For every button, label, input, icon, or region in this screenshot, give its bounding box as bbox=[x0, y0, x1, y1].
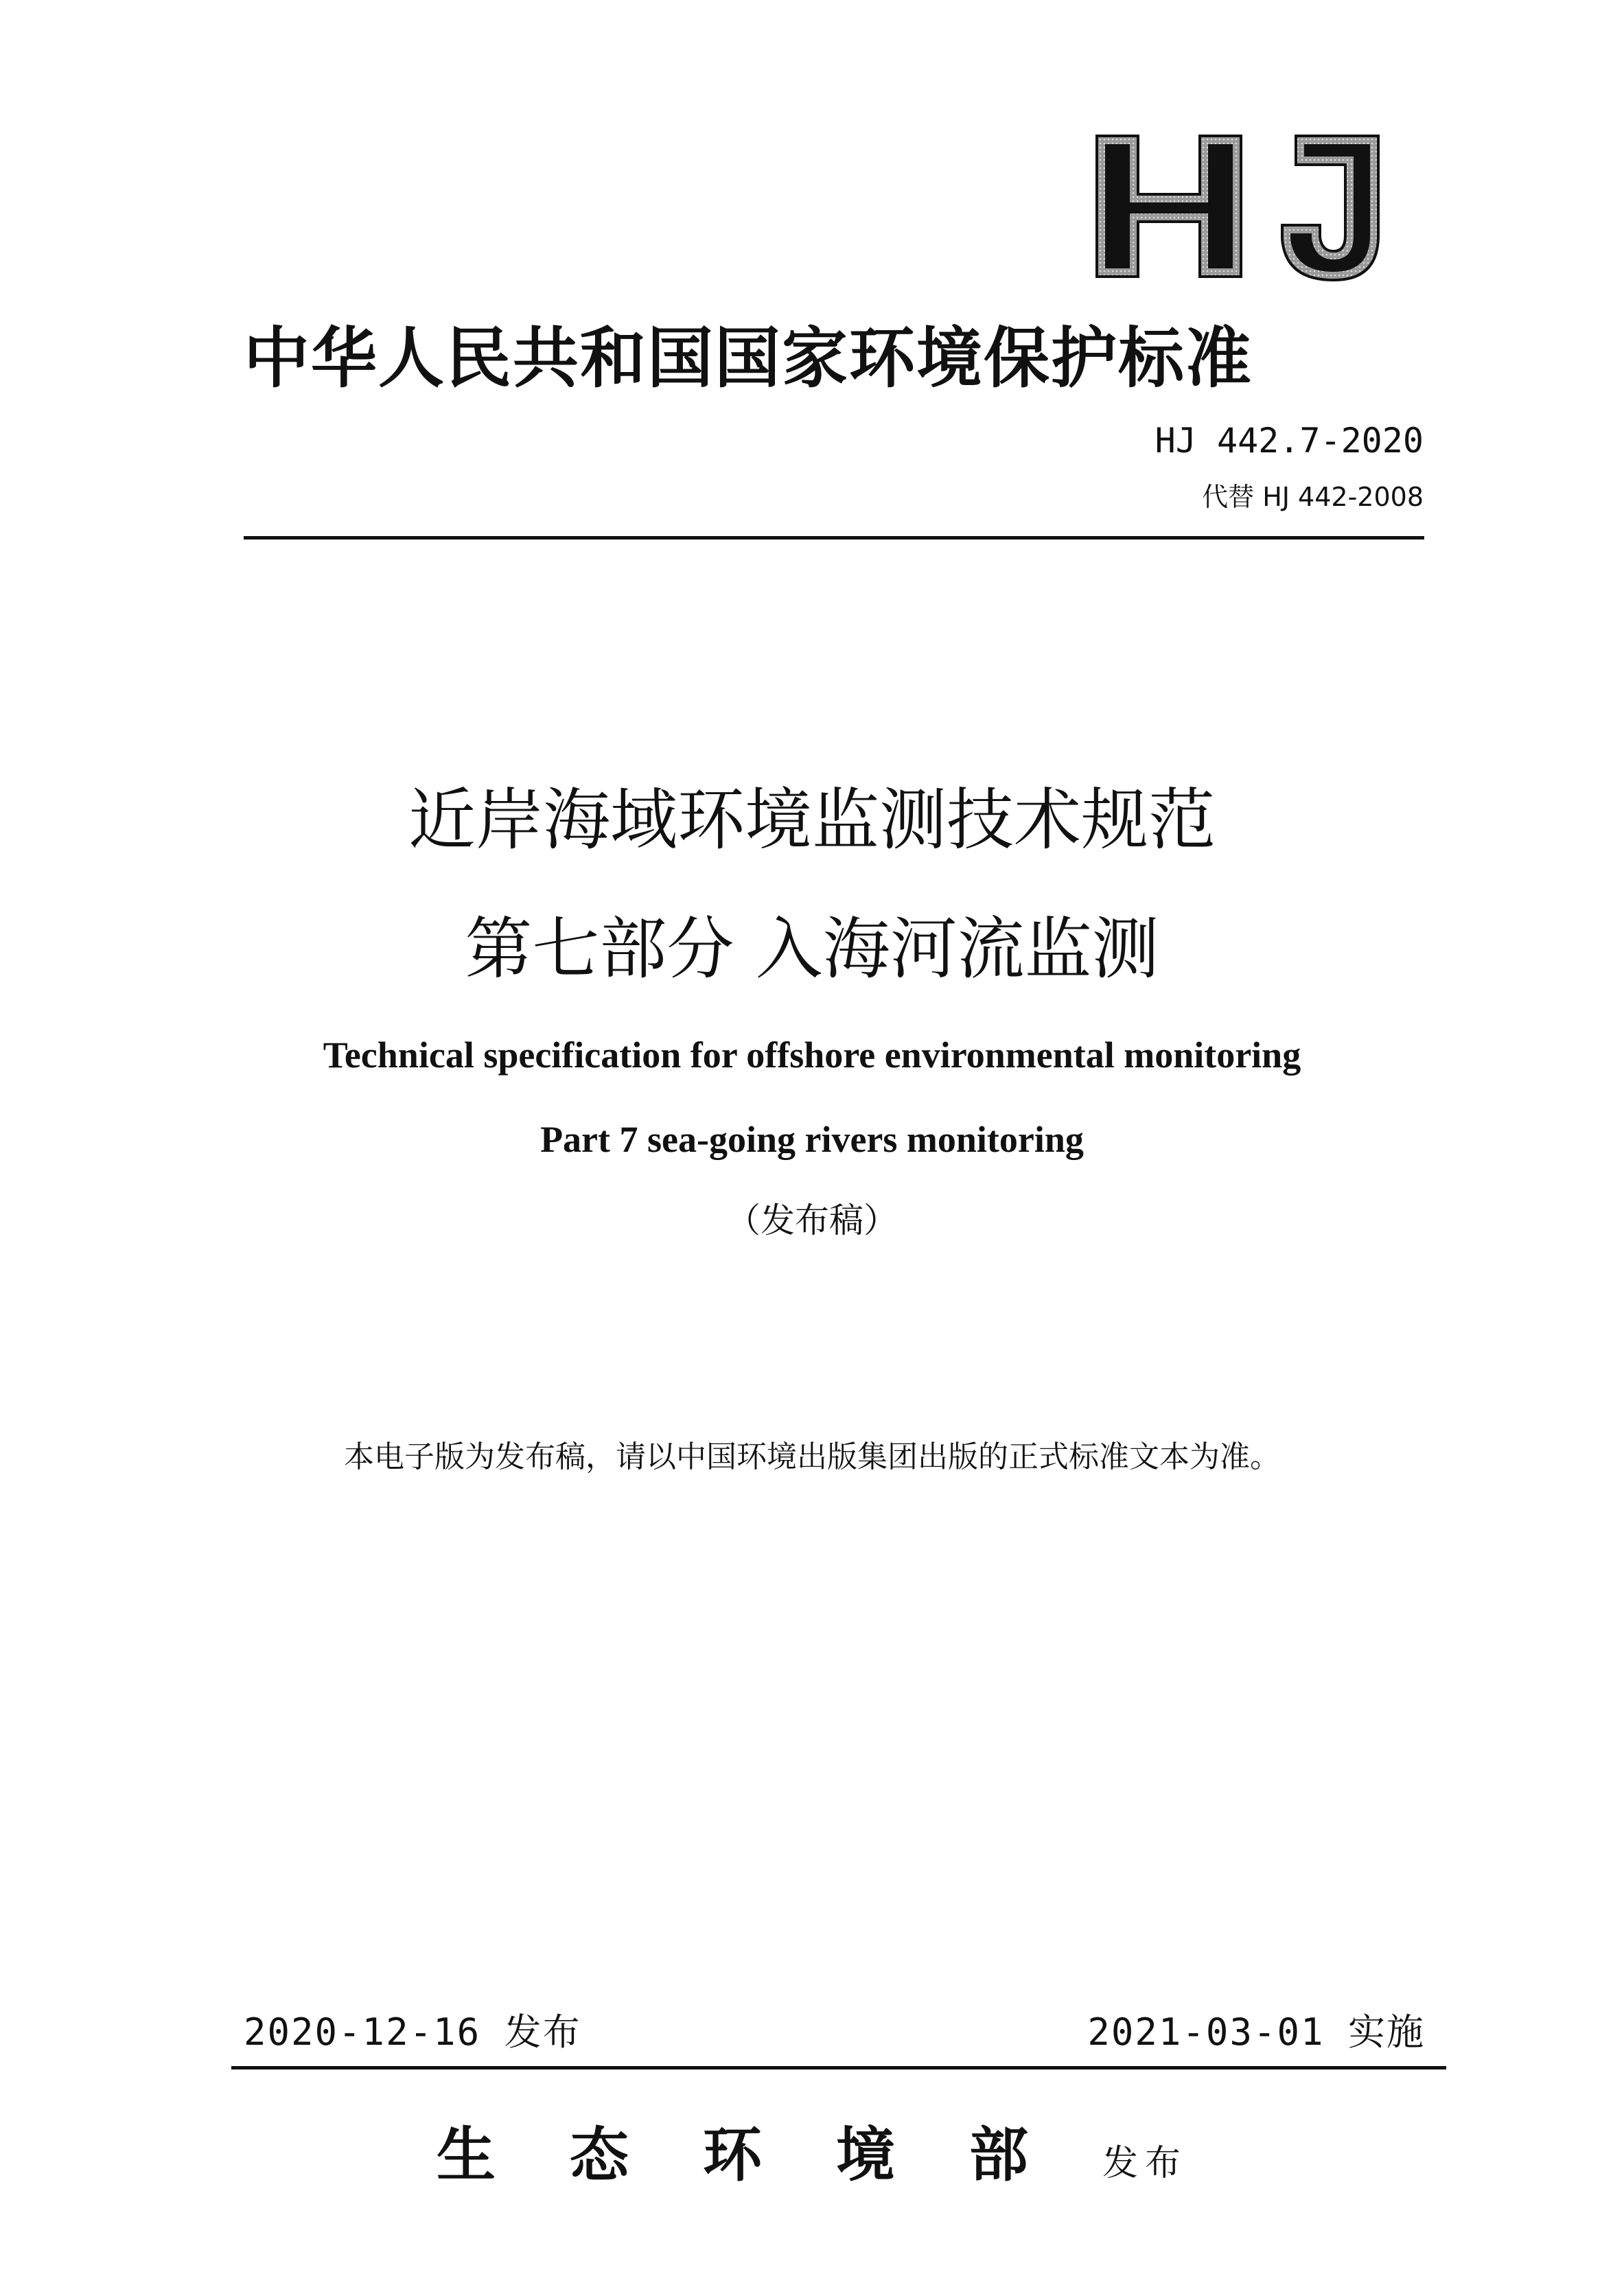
replaces-standard: 代替 HJ 442-2008 bbox=[1202, 482, 1424, 512]
standard-number: HJ 442.7-2020 bbox=[1155, 421, 1424, 461]
document-subtitle-cn: 第七部分 入海河流监测 bbox=[465, 910, 1159, 988]
hj-standard-logo-icon bbox=[1090, 129, 1385, 287]
header-divider bbox=[244, 536, 1424, 540]
document-subtitle-en: Part 7 sea-going rivers monitoring bbox=[540, 1119, 1084, 1160]
publisher-suffix: 发布 bbox=[1102, 2143, 1187, 2184]
footer-divider bbox=[231, 2066, 1446, 2069]
publisher-name: 生态环境部 bbox=[436, 2120, 1102, 2190]
electronic-edition-notice: 本电子版为发布稿，请以中国环境出版集团出版的正式标准文本为准。 bbox=[344, 1439, 1280, 1474]
national-standard-title: 中华人民共和国国家环境保护标准 bbox=[244, 320, 1253, 397]
publisher-line bbox=[0, 2114, 1624, 2213]
document-title-cn: 近岸海域环境监测技术规范 bbox=[408, 781, 1216, 859]
document-title-en: Technical specification for offshore environmental monitoring bbox=[323, 1034, 1301, 1076]
issue-date: 2020-12-16 发布 bbox=[244, 2010, 581, 2054]
implementation-date: 2021-03-01 实施 bbox=[1087, 2010, 1425, 2054]
draft-label: （发布稿） bbox=[726, 1201, 898, 1240]
